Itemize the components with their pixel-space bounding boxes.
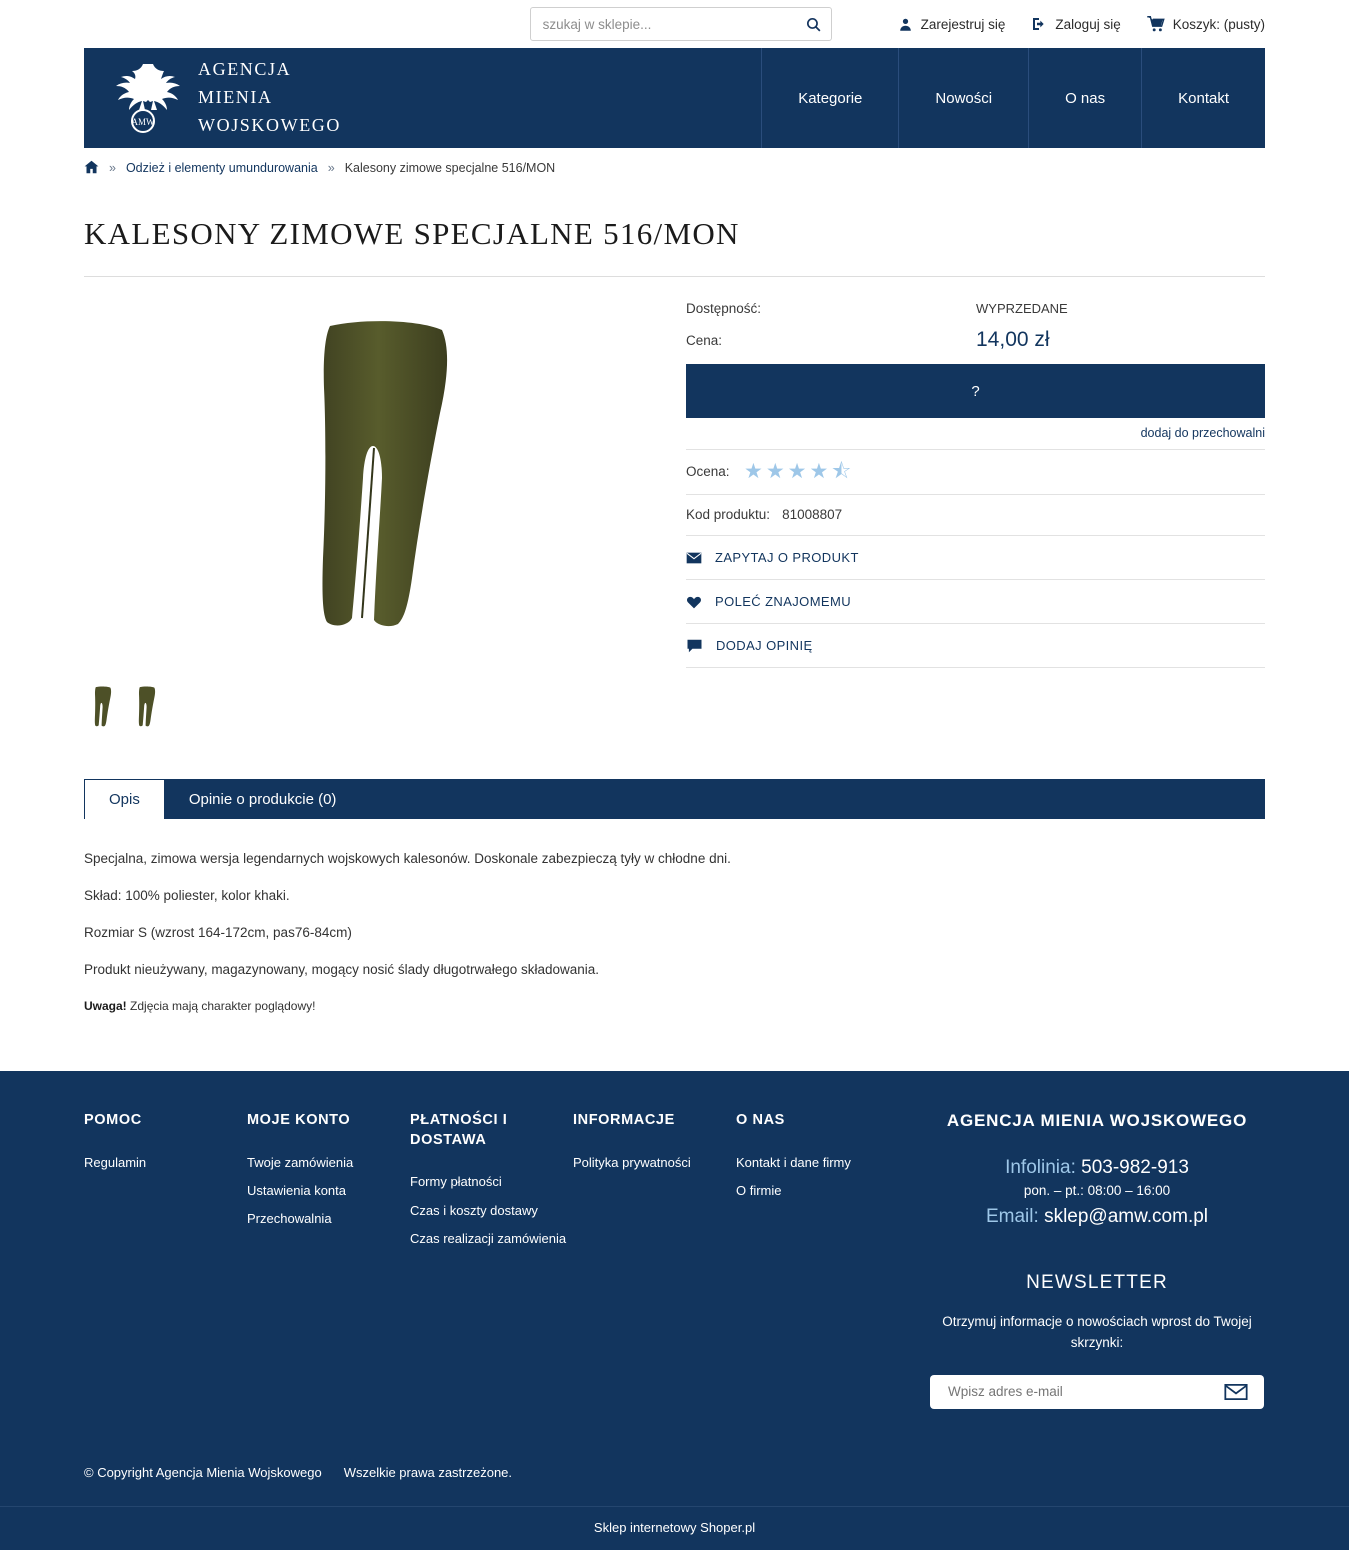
envelope-icon [686,552,702,564]
footer-email [929,1206,1265,1228]
footer-link-o-firmie[interactable]: O firmie [736,1182,782,1198]
brand-text [198,56,341,140]
footer-hotline [929,1157,1265,1179]
star-5-half: ⯪ [831,460,852,483]
register-label: Zarejestruj się [920,16,1006,32]
price-row [686,324,1265,360]
product-section [84,277,1265,743]
description-note-bold: Uwaga! [84,998,127,1013]
newsletter-email-input[interactable] [946,1383,1218,1400]
long-johns-image [270,318,500,638]
breadcrumb [84,148,1265,188]
footer-link-polityka-prywatnosci[interactable]: Polityka prywatności [573,1154,691,1170]
availability-value: WYPRZEDANE [976,301,1068,316]
tab-opinie[interactable]: Opinie o produkcie (0) [188,790,337,808]
description-note [84,997,1265,1016]
add-review-label: DODAJ OPINIĘ [716,638,813,653]
breadcrumb-item-current: Kalesony zimowe specjalne 516/MON [344,161,556,175]
availability-label: Dostępność: [686,301,762,316]
recommend-to-friend-label: POLEĆ ZNAJOMEMU [715,594,852,609]
footer-title-platnosci: PŁATNOŚCI I DOSTAWA [410,1112,508,1148]
footer-title-informacje: INFORMACJE [573,1112,675,1129]
product-details [686,291,1265,743]
register-link[interactable] [898,17,1006,32]
footer-link-czas-realizacji[interactable]: Czas realizacji zamówienia [410,1230,567,1246]
footer-columns [84,1111,1265,1409]
footer-column-informacje [573,1111,736,1409]
breadcrumb-sep-2: » [327,161,335,175]
login-link[interactable] [1031,16,1120,32]
thumbnail-1[interactable] [84,671,122,743]
buy-button[interactable]: ? [686,364,1265,418]
nav-item-o-nas[interactable]: O nas [1028,48,1141,148]
product-tabs [84,779,1265,819]
footer-title-o-nas: O NAS [736,1112,785,1129]
user-icon [898,17,913,32]
newsletter-submit-button[interactable] [1218,1383,1254,1401]
cart-label: Koszyk: (pusty) [1172,16,1265,32]
amw-eagle-logo-icon [106,59,180,137]
ask-about-product-button[interactable] [686,536,1265,580]
star-3: ★ [787,460,807,483]
search-button[interactable] [796,7,832,41]
description-paragraph-1: Specjalna, zimowa wersja legendarnych wojskowych kalesonów. Doskonale zabezpieczą tyły w chłodne dni. [84,851,731,866]
envelope-icon [1224,1384,1248,1400]
footer-hotline-value: 503-982-913 [1081,1157,1189,1179]
main-navigation [761,48,1265,148]
price-value: 14,00 zł [976,328,1050,351]
footer-column-platnosci [410,1111,573,1409]
nav-item-kontakt[interactable]: Kontakt [1141,48,1265,148]
footer-email-label: Email: [985,1206,1039,1228]
footer-copyright [84,1409,1265,1506]
topbar [0,0,1349,48]
brand-line-1: AGENCJA [198,59,292,80]
newsletter-form [930,1375,1264,1409]
footer-hotline-label: Infolinia: [1005,1157,1076,1179]
newsletter-description: Otrzymuj informacje o nowościach wprost do Twojej skrzynki: [942,1314,1252,1350]
footer-hours: pon. – pt.: 08:00 – 16:00 [1023,1183,1171,1199]
star-2: ★ [765,460,785,483]
tab-opis[interactable]: Opis [84,779,165,819]
shoper-bar [0,1506,1349,1550]
footer-link-formy-platnosci[interactable]: Formy płatności [410,1174,502,1190]
footer-company-name: AGENCJA MIENIA WOJSKOWEGO [946,1111,1248,1131]
shoper-label: Sklep internetowy Shoper.pl [593,1519,756,1535]
product-code-label: Kod produktu: [686,507,771,522]
cart-icon [1147,16,1165,32]
add-to-stash-link[interactable]: dodaj do przechowalni [1140,426,1265,440]
ask-about-product-label: ZAPYTAJ O PRODUKT [715,550,859,565]
availability-row [686,291,1265,324]
search-box[interactable] [530,7,832,41]
newsletter-title: NEWSLETTER [1026,1272,1168,1294]
brand-line-2: MIENIA [198,87,273,108]
breadcrumb-home-link[interactable] [84,160,99,177]
footer-title-moje-konto: MOJE KONTO [247,1112,351,1129]
price-label: Cena: [686,332,723,348]
footer-link-regulamin[interactable]: Regulamin [84,1154,147,1170]
breadcrumb-sep-1: » [109,161,116,175]
comment-icon [686,639,703,653]
long-johns-thumb-icon [132,675,162,739]
nav-item-nowosci[interactable]: Nowości [898,48,1028,148]
footer-link-twoje-zamowienia[interactable]: Twoje zamówienia [247,1154,354,1170]
login-label: Zaloguj się [1055,16,1121,32]
description-paragraph-4: Produkt nieużywany, magazynowany, mogący nosić ślady długotrwałego składowania. [84,961,600,977]
search-input[interactable] [530,7,832,41]
svg-text:AMW: AMW [131,117,155,127]
footer-link-ustawienia-konta[interactable]: Ustawienia konta [247,1182,346,1198]
breadcrumb-item-category[interactable]: Odzież i elementy umundurowania [125,161,318,175]
brand-line-3: WOJSKOWEGO [198,114,341,135]
footer-link-przechowalnia[interactable]: Przechowalnia [247,1211,332,1227]
description-paragraph-3: Rozmiar S (wzrost 164-172cm, pas76-84cm) [84,924,352,940]
thumbnail-list [84,671,686,743]
footer-column-pomoc [84,1111,247,1409]
footer-contact-block [899,1111,1265,1409]
star-4: ★ [809,460,829,483]
footer-email-value[interactable]: sklep@amw.com.pl [1044,1206,1209,1228]
heart-icon [686,595,702,609]
site-footer [0,1071,1349,1506]
product-gallery [84,291,686,743]
add-to-stash-row [686,418,1265,450]
long-johns-thumb-icon [88,675,118,739]
rating-stars[interactable] [744,461,851,482]
add-review-button[interactable] [686,624,1265,668]
site-header [84,48,1265,148]
description-paragraph-2: Skład: 100% poliester, kolor khaki. [84,887,290,903]
thumbnail-2[interactable] [128,671,166,743]
product-description [84,819,1265,1071]
search-icon [805,16,822,33]
product-code-row [686,495,1265,536]
nav-item-kategorie[interactable]: Kategorie [761,48,898,148]
page-title: KALESONY ZIMOWE SPECJALNE 516/MON [84,216,1265,277]
rating-row [686,450,1265,495]
footer-title-pomoc: POMOC [84,1112,142,1129]
description-note-rest: Zdjęcia mają charakter poglądowy! [126,998,316,1013]
recommend-to-friend-button[interactable] [686,580,1265,624]
login-icon [1031,16,1047,32]
brand[interactable] [84,48,341,148]
product-main-image[interactable] [84,303,686,653]
footer-column-o-nas [736,1111,899,1409]
rating-label: Ocena: [686,464,730,479]
cart-link[interactable] [1147,16,1265,32]
copyright-text: © Copyright Agencja Mienia Wojskowego [84,1464,322,1480]
footer-link-kontakt-dane-firmy[interactable]: Kontakt i dane firmy [736,1154,851,1170]
footer-link-czas-koszty-dostawy[interactable]: Czas i koszty dostawy [410,1202,538,1218]
home-icon [84,160,99,174]
product-code-value: 81008807 [782,507,843,522]
star-1: ★ [744,460,763,483]
footer-column-moje-konto [247,1111,410,1409]
rights-text: Wszelkie prawa zastrzeżone. [343,1464,513,1480]
